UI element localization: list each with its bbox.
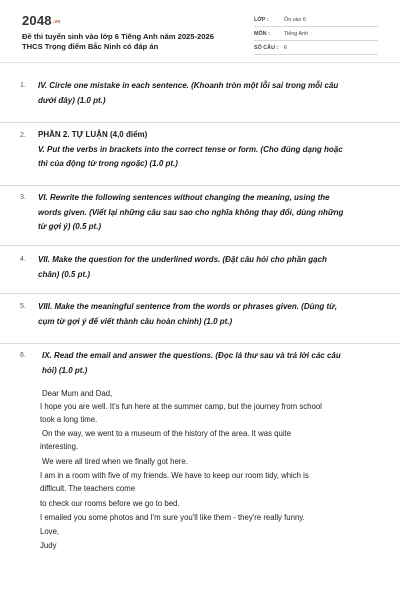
question-number: 5. [20, 303, 26, 310]
question-text: PHẦN 2. TỰ LUẬN (4,0 điểm) V. Put the verbs in brackets into the correct tense or form. (Cho đúng dạng hoặc thì của động từ trong ngoặc) (1.0 pt.) [38, 128, 380, 172]
question-number: 3. [20, 194, 26, 201]
email-line: I emailed you some photos and I'm sure you'll like them - they're really funny. [40, 513, 305, 522]
exam-title-line1: Đề thi tuyển sinh vào lớp 6 Tiếng Anh năm 2025-2026 [22, 32, 214, 41]
email-line: Love, [40, 527, 60, 536]
section-heading: PHẦN 2. TỰ LUẬN (4,0 điểm) [38, 130, 148, 139]
exam-title-line2: THCS Trọng điểm Bắc Ninh có đáp án [22, 42, 159, 51]
email-line: We were all tired when we finally got here. [42, 457, 188, 466]
email-line: took a long time. [40, 415, 98, 424]
email-line: I hope you are well. It's fun here at the summer camp, but the journey from school [40, 402, 322, 411]
email-line: Judy [40, 541, 57, 550]
question-text: IV. Circle one mistake in each sentence. (Khoanh tròn một lỗi sai trong mỗi câu dưới đây) (1.0 pt.) [38, 81, 339, 105]
question-number: 2. [20, 132, 26, 139]
email-line: Dear Mum and Dad, [42, 389, 113, 398]
question-text: VI. Rewrite the following sentences without changing the meaning, using the words given. (Viết lại những câu sau sao cho nghĩa không thay đổi, dùng những từ gợi ý) (0.5 pt.) [38, 193, 344, 231]
question-number: 4. [20, 256, 26, 263]
question-text: IX. Read the email and answer the questions. (Đọc lá thư sau và trả lời các câu hỏi) (1.0 pt.) [42, 351, 341, 375]
email-line: difficult. The teachers come [40, 484, 136, 493]
question-number: 1. [20, 82, 26, 89]
page-header [0, 0, 400, 63]
question-1 [0, 62, 400, 123]
meta-subject: MÔN : Tiếng Anh [254, 28, 378, 41]
meta-class: LỚP : Ôn vào 6 [254, 14, 378, 27]
question-5 [0, 293, 400, 344]
question-6 [0, 343, 400, 600]
email-line: I am in a room with five of my friends. We have to keep our room tidy, which is [40, 471, 309, 480]
email-line: interesting. [40, 442, 79, 451]
question-3 [0, 185, 400, 246]
meta-question-count: SỐ CÂU : 6 [254, 42, 378, 55]
question-text: VIII. Make the meaningful sentence from the words or phrases given. (Dùng từ, cụm từ gợi ý để viết thành câu hoàn chỉnh) (1.0 pt.) [38, 302, 338, 326]
email-line: to check our rooms before we go to bed. [40, 499, 180, 508]
question-text: VII. Make the question for the underlined words. (Đặt câu hỏi cho phần gạch chân) (0.5 pt.) [38, 255, 327, 279]
site-logo[interactable]: 2048.vn [22, 13, 61, 28]
question-2 [0, 122, 400, 186]
email-line: On the way, we went to a museum of the history of the area. It was quite [42, 429, 292, 438]
question-4 [0, 245, 400, 294]
question-number: 6. [20, 352, 26, 359]
